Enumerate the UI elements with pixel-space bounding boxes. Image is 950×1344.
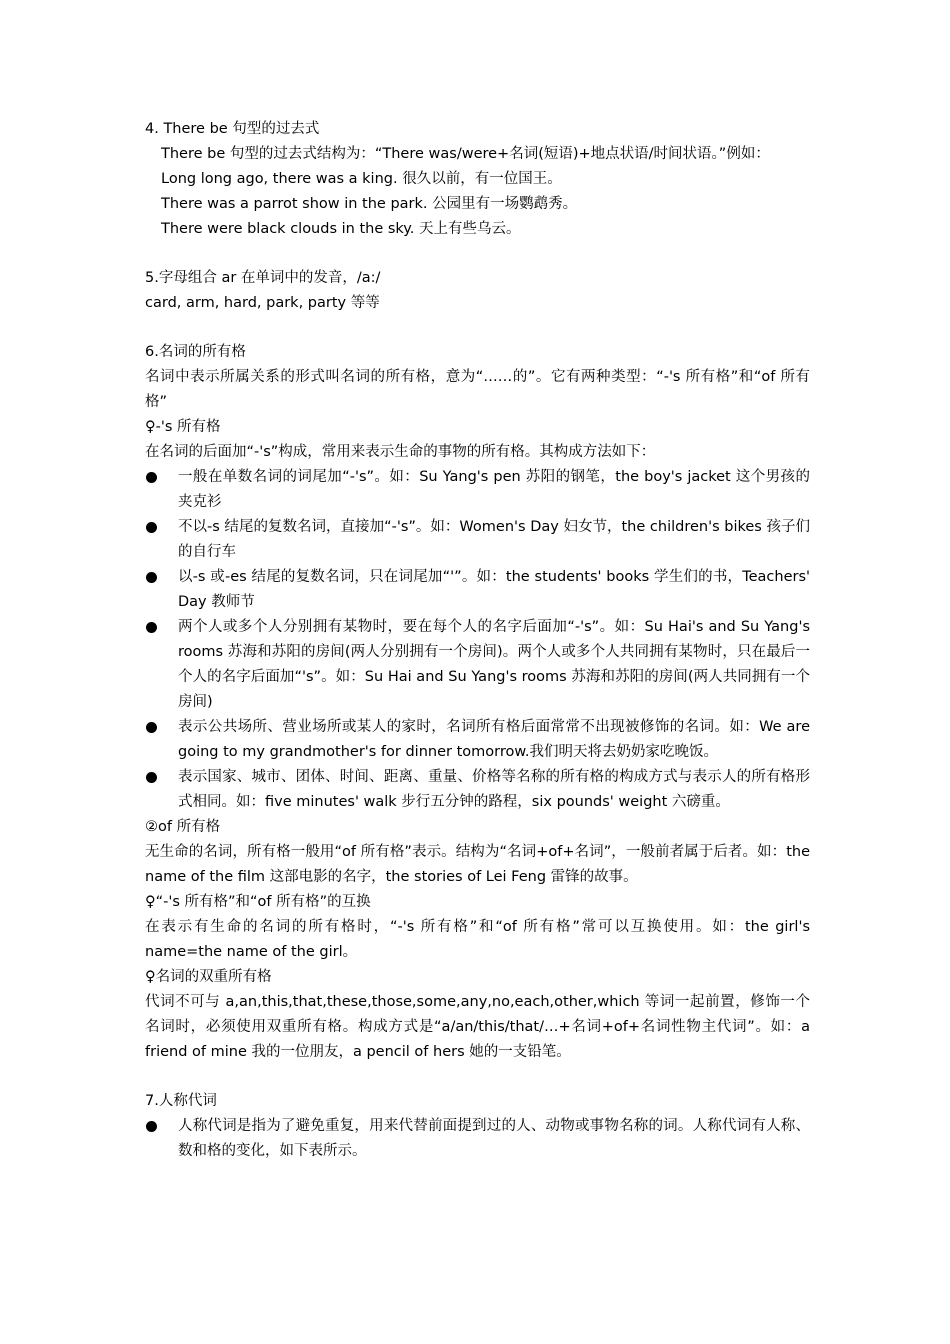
of-possessive-text: 无生命的名词，所有格一般用“of 所有格”表示。结构为“名词+of+名词”，一般前者属于后者。如：the name of the film 这部电影的名字，the stories of Lei Feng 雷锋的故事。: [145, 844, 810, 885]
bullet-icon: [146, 722, 157, 733]
bullet-icon: [146, 772, 157, 783]
list-item: [145, 615, 810, 715]
section-4-heading: 4. There be 句型的过去式: [145, 121, 320, 137]
possessive-s-heading: ♀-'s 所有格: [145, 419, 221, 435]
list-item-text: 表示公共场所、营业场所或某人的家时，名词所有格后面常常不出现被修饰的名词。如：We are going to my grandmother's for dinner tomorrow.我们明天将去奶奶家吃晚饭。: [178, 719, 810, 760]
possessive-interchange-text: 在表示有生命的名词的所有格时，“-'s 所有格”和“of 所有格”常可以互换使用。如：the girl's name=the name of the girl。: [145, 919, 810, 960]
bullet-icon: [146, 522, 157, 533]
bullet-icon: [146, 1121, 157, 1132]
section-7-heading: 7.人称代词: [145, 1093, 217, 1109]
document-page: [145, 117, 810, 1164]
of-possessive-heading: ②of 所有格: [145, 819, 221, 835]
section-5-heading: 5.字母组合 ar 在单词中的发音，/a:/: [145, 270, 381, 286]
list-item-text: 人称代词是指为了避免重复，用来代替前面提到过的人、动物或事物名称的词。人称代词有人称、数和格的变化，如下表所示。: [178, 1118, 810, 1159]
section-4-example: Long long ago, there was a king. 很久以前，有一位国王。: [161, 171, 562, 187]
bullet-icon: [146, 622, 157, 633]
list-item: [145, 515, 810, 565]
bullet-icon: [146, 472, 157, 483]
section-4-example: There were black clouds in the sky. 天上有些乌云。: [161, 221, 521, 237]
section-4-example: There was a parrot show in the park. 公园里有一场鹦鹉秀。: [161, 196, 578, 212]
section-4-intro: There be 句型的过去式结构为：“There was/were+名词(短语)+地点状语/时间状语。”例如：: [161, 146, 770, 162]
personal-pronoun-list: [145, 1114, 810, 1164]
bullet-icon: [146, 572, 157, 583]
list-item: [145, 1114, 810, 1164]
possessive-interchange-heading: ♀“-'s 所有格”和“of 所有格”的互换: [145, 894, 371, 910]
list-item: [145, 465, 810, 515]
list-item: [145, 765, 810, 815]
list-item: [145, 565, 810, 615]
double-possessive-text: 代词不可与 a,an,this,that,these,those,some,any,no,each,other,which 等词一起前置，修饰一个名词时，必须使用双重所有格。构成方式是“a/an/this/that/…+名词+of+名词性物主代词”。如：a friend of mine 我的一位朋友，a pencil of hers 她的一支铅笔。: [145, 994, 810, 1060]
list-item-text: 一般在单数名词的词尾加“-'s”。如：Su Yang's pen 苏阳的钢笔，the boy's jacket 这个男孩的夹克衫: [178, 469, 810, 510]
list-item: [145, 715, 810, 765]
list-item-text: 两个人或多个人分别拥有某物时，要在每个人的名字后面加“-'s”。如：Su Hai's and Su Yang's rooms 苏海和苏阳的房间(两人分别拥有一个房间)。两个人或多个人共同拥有某物时，只在最后一个人的名字后面加“'s”。如：Su Hai and Su Yang's rooms 苏海和苏阳的房间(两人共同拥有一个房间): [178, 619, 810, 710]
list-item-text: 不以-s 结尾的复数名词，直接加“-'s”。如：Women's Day 妇女节，the children's bikes 孩子们的自行车: [178, 519, 810, 560]
list-item-text: 表示国家、城市、团体、时间、距离、重量、价格等名称的所有格的构成方式与表示人的所有格形式相同。如：five minutes' walk 步行五分钟的路程，six pounds' weight 六磅重。: [178, 769, 810, 810]
section-6-heading: 6.名词的所有格: [145, 344, 246, 360]
section-6-intro: 名词中表示所属关系的形式叫名词的所有格，意为“……的”。它有两种类型：“-'s 所有格”和“of 所有格”: [145, 369, 810, 410]
possessive-s-rules-list: [145, 465, 810, 815]
list-item-text: 以-s 或-es 结尾的复数名词，只在词尾加“'”。如：the students' books 学生们的书，Teachers' Day 教师节: [178, 569, 810, 610]
section-5-words: card, arm, hard, park, party 等等: [145, 295, 380, 311]
possessive-s-intro: 在名词的后面加“-'s”构成，常用来表示生命的事物的所有格。其构成方法如下：: [145, 444, 656, 460]
double-possessive-heading: ♀名词的双重所有格: [145, 969, 272, 985]
